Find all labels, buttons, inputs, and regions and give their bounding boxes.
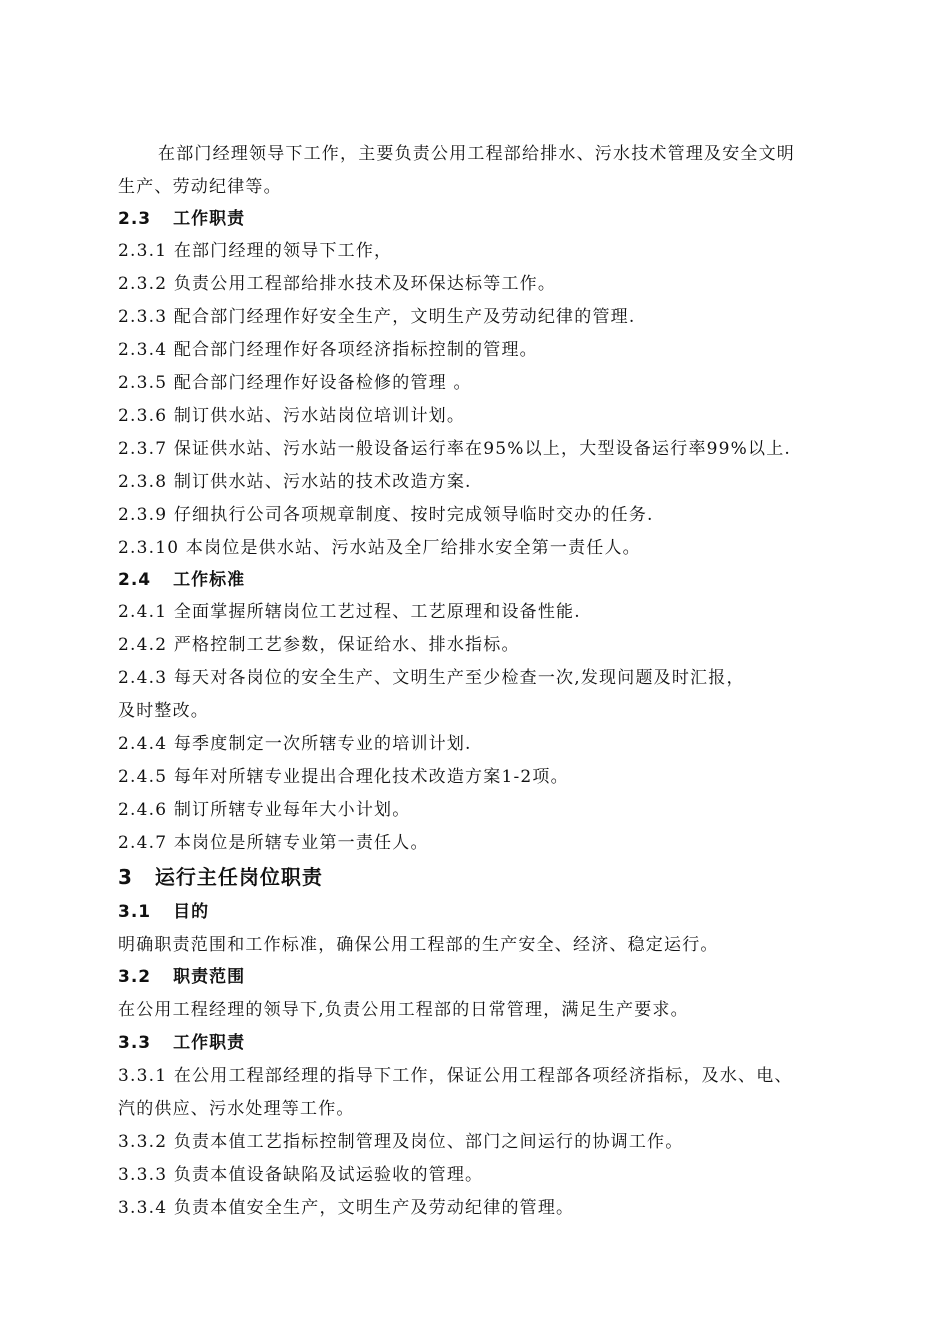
section-title: 目的	[173, 902, 210, 922]
list-item-continuation: 及时整改。	[118, 701, 209, 721]
section-heading-3-3	[118, 1032, 245, 1054]
section-heading-3-1	[118, 901, 209, 923]
paragraph: 明确职责范围和工作标准，确保公用工程部的生产安全、经济、稳定运行。	[118, 935, 719, 955]
list-item: 2.4.7 本岗位是所辖专业第一责任人。	[118, 833, 429, 853]
list-item: 2.3.9 仔细执行公司各项规章制度、按时完成领导临时交办的任务.	[118, 505, 654, 525]
intro-paragraph-line-2: 生产、劳动纪律等。	[118, 177, 282, 197]
list-item: 2.4.6 制订所辖专业每年大小计划。	[118, 800, 411, 820]
section-title: 工作标准	[173, 570, 246, 590]
list-item: 3.3.3 负责本值设备缺陷及试运验收的管理。	[118, 1165, 484, 1185]
list-item: 2.4.2 严格控制工艺参数，保证给水、排水指标。	[118, 635, 520, 655]
list-item: 2.3.3 配合部门经理作好安全生产，文明生产及劳动纪律的管理.	[118, 307, 636, 327]
chapter-title: 运行主任岗位职责	[154, 865, 323, 889]
section-number: 3.3	[118, 1033, 152, 1053]
list-item: 2.3.4 配合部门经理作好各项经济指标控制的管理。	[118, 340, 538, 360]
intro-paragraph-line-1: 在部门经理领导下工作，主要负责公用工程部给排水、污水技术管理及安全文明	[158, 144, 795, 164]
list-item: 2.4.4 每季度制定一次所辖专业的培训计划.	[118, 734, 472, 754]
section-number: 2.4	[118, 570, 152, 590]
section-heading-2-4	[118, 569, 245, 591]
list-item: 2.3.7 保证供水站、污水站一般设备运行率在95%以上，大型设备运行率99%以上.	[118, 439, 792, 459]
chapter-number: 3	[118, 865, 133, 889]
section-heading-3-2	[118, 966, 245, 988]
section-number: 2.3	[118, 209, 152, 229]
list-item-continuation: 汽的供应、污水处理等工作。	[118, 1099, 355, 1119]
list-item: 3.3.4 负责本值安全生产，文明生产及劳动纪律的管理。	[118, 1198, 575, 1218]
list-item: 2.3.8 制订供水站、污水站的技术改造方案.	[118, 472, 472, 492]
list-item: 2.4.3 每天对各岗位的安全生产、文明生产至少检查一次,发现问题及时汇报，	[118, 668, 745, 688]
chapter-heading-3	[118, 864, 323, 890]
section-title: 职责范围	[173, 967, 246, 987]
section-heading-2-3	[118, 208, 245, 230]
section-number: 3.2	[118, 967, 152, 987]
paragraph: 在公用工程经理的领导下,负责公用工程部的日常管理，满足生产要求。	[118, 1000, 689, 1020]
list-item: 2.3.5 配合部门经理作好设备检修的管理 。	[118, 373, 472, 393]
list-item: 2.3.6 制订供水站、污水站岗位培训计划。	[118, 406, 466, 426]
list-item: 2.4.1 全面掌握所辖岗位工艺过程、工艺原理和设备性能.	[118, 602, 581, 622]
list-item: 3.3.1 在公用工程部经理的指导下工作，保证公用工程部各项经济指标，及水、电、	[118, 1066, 793, 1086]
list-item: 2.3.1 在部门经理的领导下工作，	[118, 241, 393, 261]
list-item: 2.3.10 本岗位是供水站、污水站及全厂给排水安全第一责任人。	[118, 538, 641, 558]
section-title: 工作职责	[173, 1033, 246, 1053]
list-item: 3.3.2 负责本值工艺指标控制管理及岗位、部门之间运行的协调工作。	[118, 1132, 684, 1152]
section-title: 工作职责	[173, 209, 246, 229]
section-number: 3.1	[118, 902, 152, 922]
list-item: 2.3.2 负责公用工程部给排水技术及环保达标等工作。	[118, 274, 557, 294]
list-item: 2.4.5 每年对所辖专业提出合理化技术改造方案1-2项。	[118, 767, 569, 787]
